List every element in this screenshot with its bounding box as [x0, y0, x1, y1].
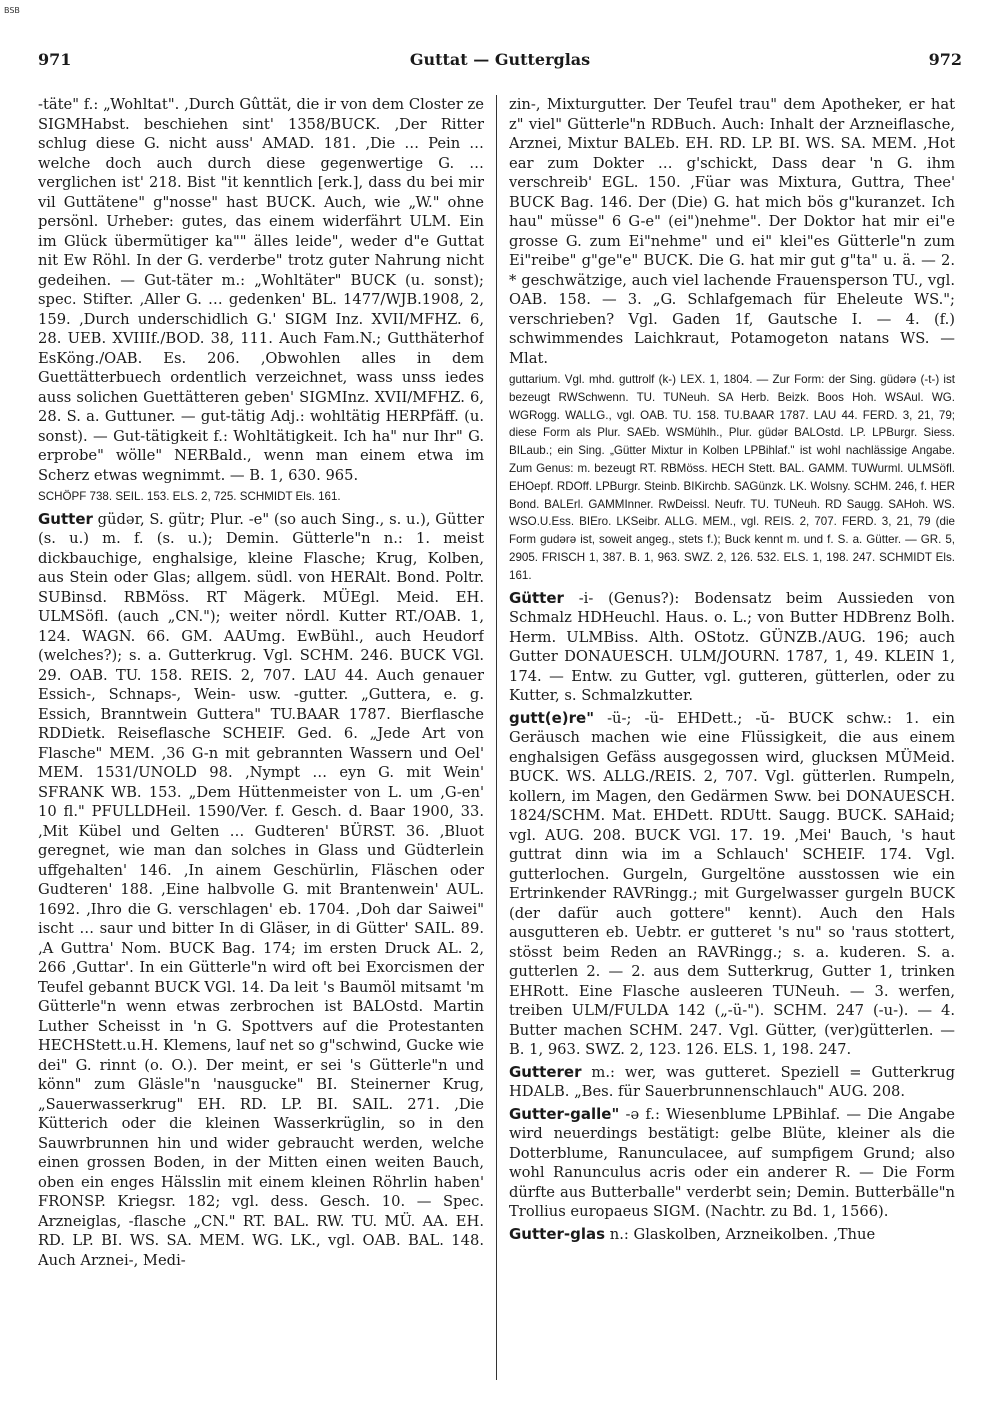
entry-text: -täte" f.: „Wohltat". ‚Durch Gûttät, die ir von dem Closter ze SIGMHabst. beschiehen sint' 1358/BUCK. ‚Der Ritter schlug diese G. nicht auss' AMAD. 181. ‚Die … Pein … welche doch auch durch diese gegenwertige G. … verglichen ist' 218. Bist "it kenntlich [erk.], dass du bei mir vil Guttätene" g"nosse" hast BUCK. Auch, wie „W." ohne persönl. Urheber: gutes, das einem widerfährt ULM. Ein im Glück übermütiger ka"" älles leide", weder d"e Guttat nit Ew Röhl. In der G. verderbe" trotz guter Nahrung nicht gedeihen. — Gut-täter m.: „Wohltäter" BUCK (u. sonst); spec. Stifter. ‚Aller G. … gedenken' BL. 1477/WJB.1908, 2, 159. ‚Durch underschidlich G.' SIGM Inz. XVII/MFHZ. 6, 28. UEB. XVIIIf./BOD. 38, 111. Auch Fam.N.; Gutthäterhof EsKöng./OAB. Es. 206. ‚Obwohlen alles in dem Guettätterbuech ordentlich verzeichnet, wass unss iedes auss solichen Guettätteren geben' SIGMInz. XVII/MFHZ. 6, 28. S. a. Guttuner. — gut-tätig Adj.: wohltätig HERPfäff. (u. sonst). — Gut-tätigkeit f.: Wohltätigkeit. Ich ha" nur Ihr" G. erprobe" wölle" NERBald., wenn man einem etwa im Scherz etwas wegnimmt. — B. 1, 630. 965.	[38, 96, 484, 484]
entry-paragraph	[38, 510, 484, 1271]
left-column	[38, 95, 484, 1380]
reference-note: SCHÖPF 738. SEIL. 153. ELS. 2, 725. SCHMIDT Els. 161.	[38, 490, 341, 503]
entry-text: -ə f.: Wiesenblume LPBihlaf. — Die Angabe wird neuerdings bestätigt: gelbe Blüte, kleiner als die Dotterblume, Ranunculacee, auf sumpfigem Grund; also wohl Ranunculus acris oder ein anderer R. — Die Form dürfte aus Butterballe" verderbt sein; Demin. Butterbälle"n Trollius europaeus SIGM. (Nachtr. zu Bd. 1, 1566).	[509, 1105, 955, 1221]
page-number-right: 972	[928, 50, 962, 69]
entry-text: -i- (Genus?): Bodensatz beim Aussieden von Schmalz HDHeuchl. Haus. o. L.; von Butter HDBrenz Bolh. Herm. ULMBiss. Alth. OStotz. GÜNZB./AUG. 196; auch Gutter DONAUESCH. ULM/JOURN. 1787, 1, 49. KLEIN 1, 174. — Entw. zu Gutter, vgl. gutteren, gütterlen, oder zu Kutter, s. Schmalzkutter.	[509, 589, 955, 705]
page-header	[38, 48, 962, 78]
dictionary-entry	[509, 589, 955, 706]
entry-text: zin-, Mixturgutter. Der Teufel trau" dem Apotheker, er hat z" viel" Gütterle"n RDBuch. Auch: Inhalt der Arzneiflasche, Arznei, Mixtur BALEb. EH. RD. LP. BI. WS. SA. MEM. ‚Hot ear zum Dokter … g'schickt, Dass dear 'n G. ihm verschreib' EGL. 150. ‚Füar was Mixtura, Guttra, Thee' BUCK Bag. 146. Der (Die) G. hat mich bös g"kuranzet. Ich hau" müsse" 6 G-e" (ei")nehme". Der Doktor hat mir ei"e grosse G. zum Ei"nehme" und ei" klei"es Gütterle"n zum Ei"reibe" g"ge"e" BUCK. Die G. hat mir gut g"ta" u. ä. — 2. * geschwätzige, auch viel lachende Frauensperson TU., vgl. OAB. 158. — 3. „G. Schlafgemach für Eheleute WS."; verschrieben? Vgl. Gaden 1f, Gautsche I. — 4. (f.) schwimmendes Laichkraut, Potamogeton natans WS. — Mlat.	[509, 96, 955, 367]
entry-headword: Gutter-galle"	[509, 1104, 620, 1123]
entry-paragraph	[509, 1063, 955, 1102]
entry-paragraph	[509, 1105, 955, 1222]
entry-text: -ü-; -ü- EHDett.; -ŭ- BUCK schw.: 1. ein Geräusch machen wie eine Flüssigkeit, die aus einem enghalsigen Gefäss ausgegossen wird, glucksen MÜMeid. BUCK. WS. ALLG./REIS. 2, 707. Vgl. gütterlen. Rumpeln, kollern, im Magen, den Gedärmen Sww. bei DONAUESCH. 1824/SCHM. Mat. EHDett. RDUtt. Saugg. BUCK. SAHaid; vgl. AUG. 208. BUCK VGl. 17. 19. ‚Mei' Bauch, 's haut guttrat dinn wia im a Schlauch' SCHEIF. 174. Vgl. gutterlochen. Gurgeln, Gurgeltöne ausstossen wie ein Ertrinkender RAVRingg.; mit Gurgelwasser gurgeln BUCK (der dafür auch gottere" kennt). Auch den Hals ausgutteren eb. Uebtr. er gutteret 's nu" so 'raus stottert, stösst beim Reden an RAVRingg.; s. a. kuderen. S. a. gutterlen 2. — 2. aus dem Sutterkrug, Gutter 1, trinken EHRott. Eine Flasche ausleeren TUNeuh. — 3. werfen, treiben ULM/FULDA 142 („-ü-"). SCHM. 247 (-u-). — 4. Butter machen SCHM. 247. Vgl. Gütter, (ver)gütterlen. — B. 1, 963. SWZ. 2, 123. 126. ELS. 1, 198. 247.	[509, 709, 955, 1059]
entry-continuation	[509, 95, 955, 368]
page-number-left: 971	[38, 50, 72, 69]
library-stamp: BSB	[4, 6, 20, 15]
running-title: Guttat — Gutterglas	[409, 50, 591, 69]
entry-text: n.: Glaskolben, Arzneikolben. ‚Thue	[605, 1225, 876, 1243]
entry-text: m.: wer, was gutteret. Speziell = Gutterkrug HDALB. „Bes. für Sauerbrunnenschlauch" AUG. 208.	[509, 1063, 955, 1101]
reference-note: guttarium. Vgl. mhd. guttrolf (k-) LEX. 1, 1804. — Zur Form: der Sing. güdərə (-t-) ist bezeugt RWSchwenn. TU. TUNeuh. SA Herb. Beizk. Boos Hoh. WSAul. WG. WGRogg. WALLG., vgl. OAB. TU. 158. TU.BAAR 1787. LAU 44. FERD. 3, 21, 79; diese Form als Plur. SAEb. WSMühlh., Plur. güdər BALOstd. LP. LPBurgr. Siess. BILaub.; ein Sing. „Gütter Mixtur in Kolben LPBihlaf." ist wohl nachlässige Angabe. Zum Genus: m. bezeugt RT. RBMöss. HECH Stett. BAL. GAMM. TUWurml. ULMSöfl. EHOepf. RDOff. LPBurgr. Steinb. BIKirchb. SAGünzk. LK. Wolsny. SCHM. 246, f. HER Bond. BALErl. GAMMInner. RwDeissl. Neufr. TU. TUNeuh. RD Saugg. SAHoh. WS. WSO.U.Ess. BIEro. LKSeibr. ALLG. MEM., vgl. REIS. 2, 707. FERD. 3, 21, 79 (die Form gudərə ist, soweit angeg., stets f.); Buck kennt m. und f. S. a. Gütter. — GR. 5, 2905. FRISCH 1, 387. B. 1, 963. SWZ. 2, 126. 532. ELS. 1, 198. 247. SCHMIDT Els. 161.	[509, 373, 955, 582]
column-divider	[496, 95, 497, 1380]
dictionary-entry	[509, 1105, 955, 1222]
entry-headword: Gütter	[509, 588, 564, 607]
entry-paragraph	[509, 1225, 955, 1245]
dictionary-entry	[38, 510, 484, 1271]
entry-headword: Gutter	[38, 509, 93, 528]
dictionary-entry	[509, 709, 955, 1060]
dictionary-entry	[509, 1225, 955, 1245]
entry-headword: Gutter-glas	[509, 1224, 606, 1243]
entry-text: güdər, S. gütr; Plur. -e" (so auch Sing., s. u.), Gütter (s. u.) m. f. (s. u.); Demin. Gütterle"n n.: 1. meist dickbauchige, enghalsige, kleine Flasche; Krug, Kolben, aus Stein oder Glas; allgem. südl. von HERAlt. Bond. Poltr. SUBinsd. RBMöss. RT Mägerk. MÜEgl. Meid. EH. ULMSöfl. (auch „CN."); weiter nördl. Kutter RT./OAB. 1, 124. WAGN. 66. GM. AAUmg. EwBühl., auch Heudorf (welches?); s. a. Gutterkrug. Vgl. SCHM. 246. BUCK VGl. 29. OAB. TU. 158. REIS. 2, 707. LAU 44. Auch genauer Essich-, Schnaps-, Wein- usw. -gutter. „Guttera, e. g. Essich, Branntwein Guttera" TU.BAAR 1787. Bierflasche RDDietk. Reiseflasche SCHEIF. Ged. 6. „Jede Art von Flasche" MEM. ‚36 G-n mit gebrannten Wassern und Oel' MEM. 1531/UNOLD 98. ‚Nympt … eyn G. mit Wein' SFRANK WB. 153. „Dem Hüttenmeister von L. um ‚G-en' 10 fl." PFULLDHeil. 1590/Ver. f. Gesch. d. Baar 1900, 33. ‚Mit Kübel und Gelten … Gudteren' BÜRST. 36. ‚Bluot geregnet, wie man dan solches in Glass und Güdterlein uffgehalten' 146. ‚In ainem Geschürlin, Fläschen oder Gudteren' 188. ‚Eine halbvolle G. mit Brantenwein' AUL. 1692. ‚Ihro die G. verschlagen' eb. 1704. ‚Doh dar Saiwei" ischt … saur und bitter In di Gläser, in di Gütter' SAIL. 89. ‚A Guttra' Nom. BUCK Bag. 174; im ersten Druck AL. 2, 266 ‚Guttar'. In ein Gütterle"n wird oft bei Exorcismen der Teufel gebannt BUCK VGl. 14. Da leit 's Baumöl mitsamt 'm Gütterle"n wenn etwas zerbrochen ist BALOstd. Martin Luther Scheisst in 'n G. Spottvers auf die Protestanten HECHStett.u.H. Klemens, lauf net so g"schwind, Gucke wie dei" G. rinnt (o. O.). Der meint, er sei 's Gütterle"n und könn" zum Gläsle"n 'nausgucke" BI. Steinerner Krug, „Sauerwasserkrug" EH. RD. LP. BI. SAIL. 271. ‚Die Kütterich oder die kleinen Wasserkrüglin, so in den Sauwrbrunnen hin und wider gebraucht werden, welche einen grossen Boden, in der Mitten einen weiten Bauch, oben ein enges Hälsslin mit einem kleinen Röhrlin haben' FRONSP. Kriegsr. 182; vgl. dess. Gesch. 10. — Spec. Arzneiglas, -flasche „CN." RT. BAL. RW. TU. MÜ. AA. EH. RD. LP. BI. WS. SA. MEM. WG. LK., vgl. OAB. BAL. 148. Auch Arznei-, Medi-	[38, 510, 484, 1269]
entry-paragraph	[509, 709, 955, 1060]
entry-headword: Gutterer	[509, 1062, 582, 1081]
dictionary-entry	[509, 1063, 955, 1102]
right-column	[509, 95, 955, 1380]
entry-headword: gutt(e)re"	[509, 708, 595, 727]
entry-continuation	[38, 95, 484, 485]
entry-paragraph	[509, 589, 955, 706]
